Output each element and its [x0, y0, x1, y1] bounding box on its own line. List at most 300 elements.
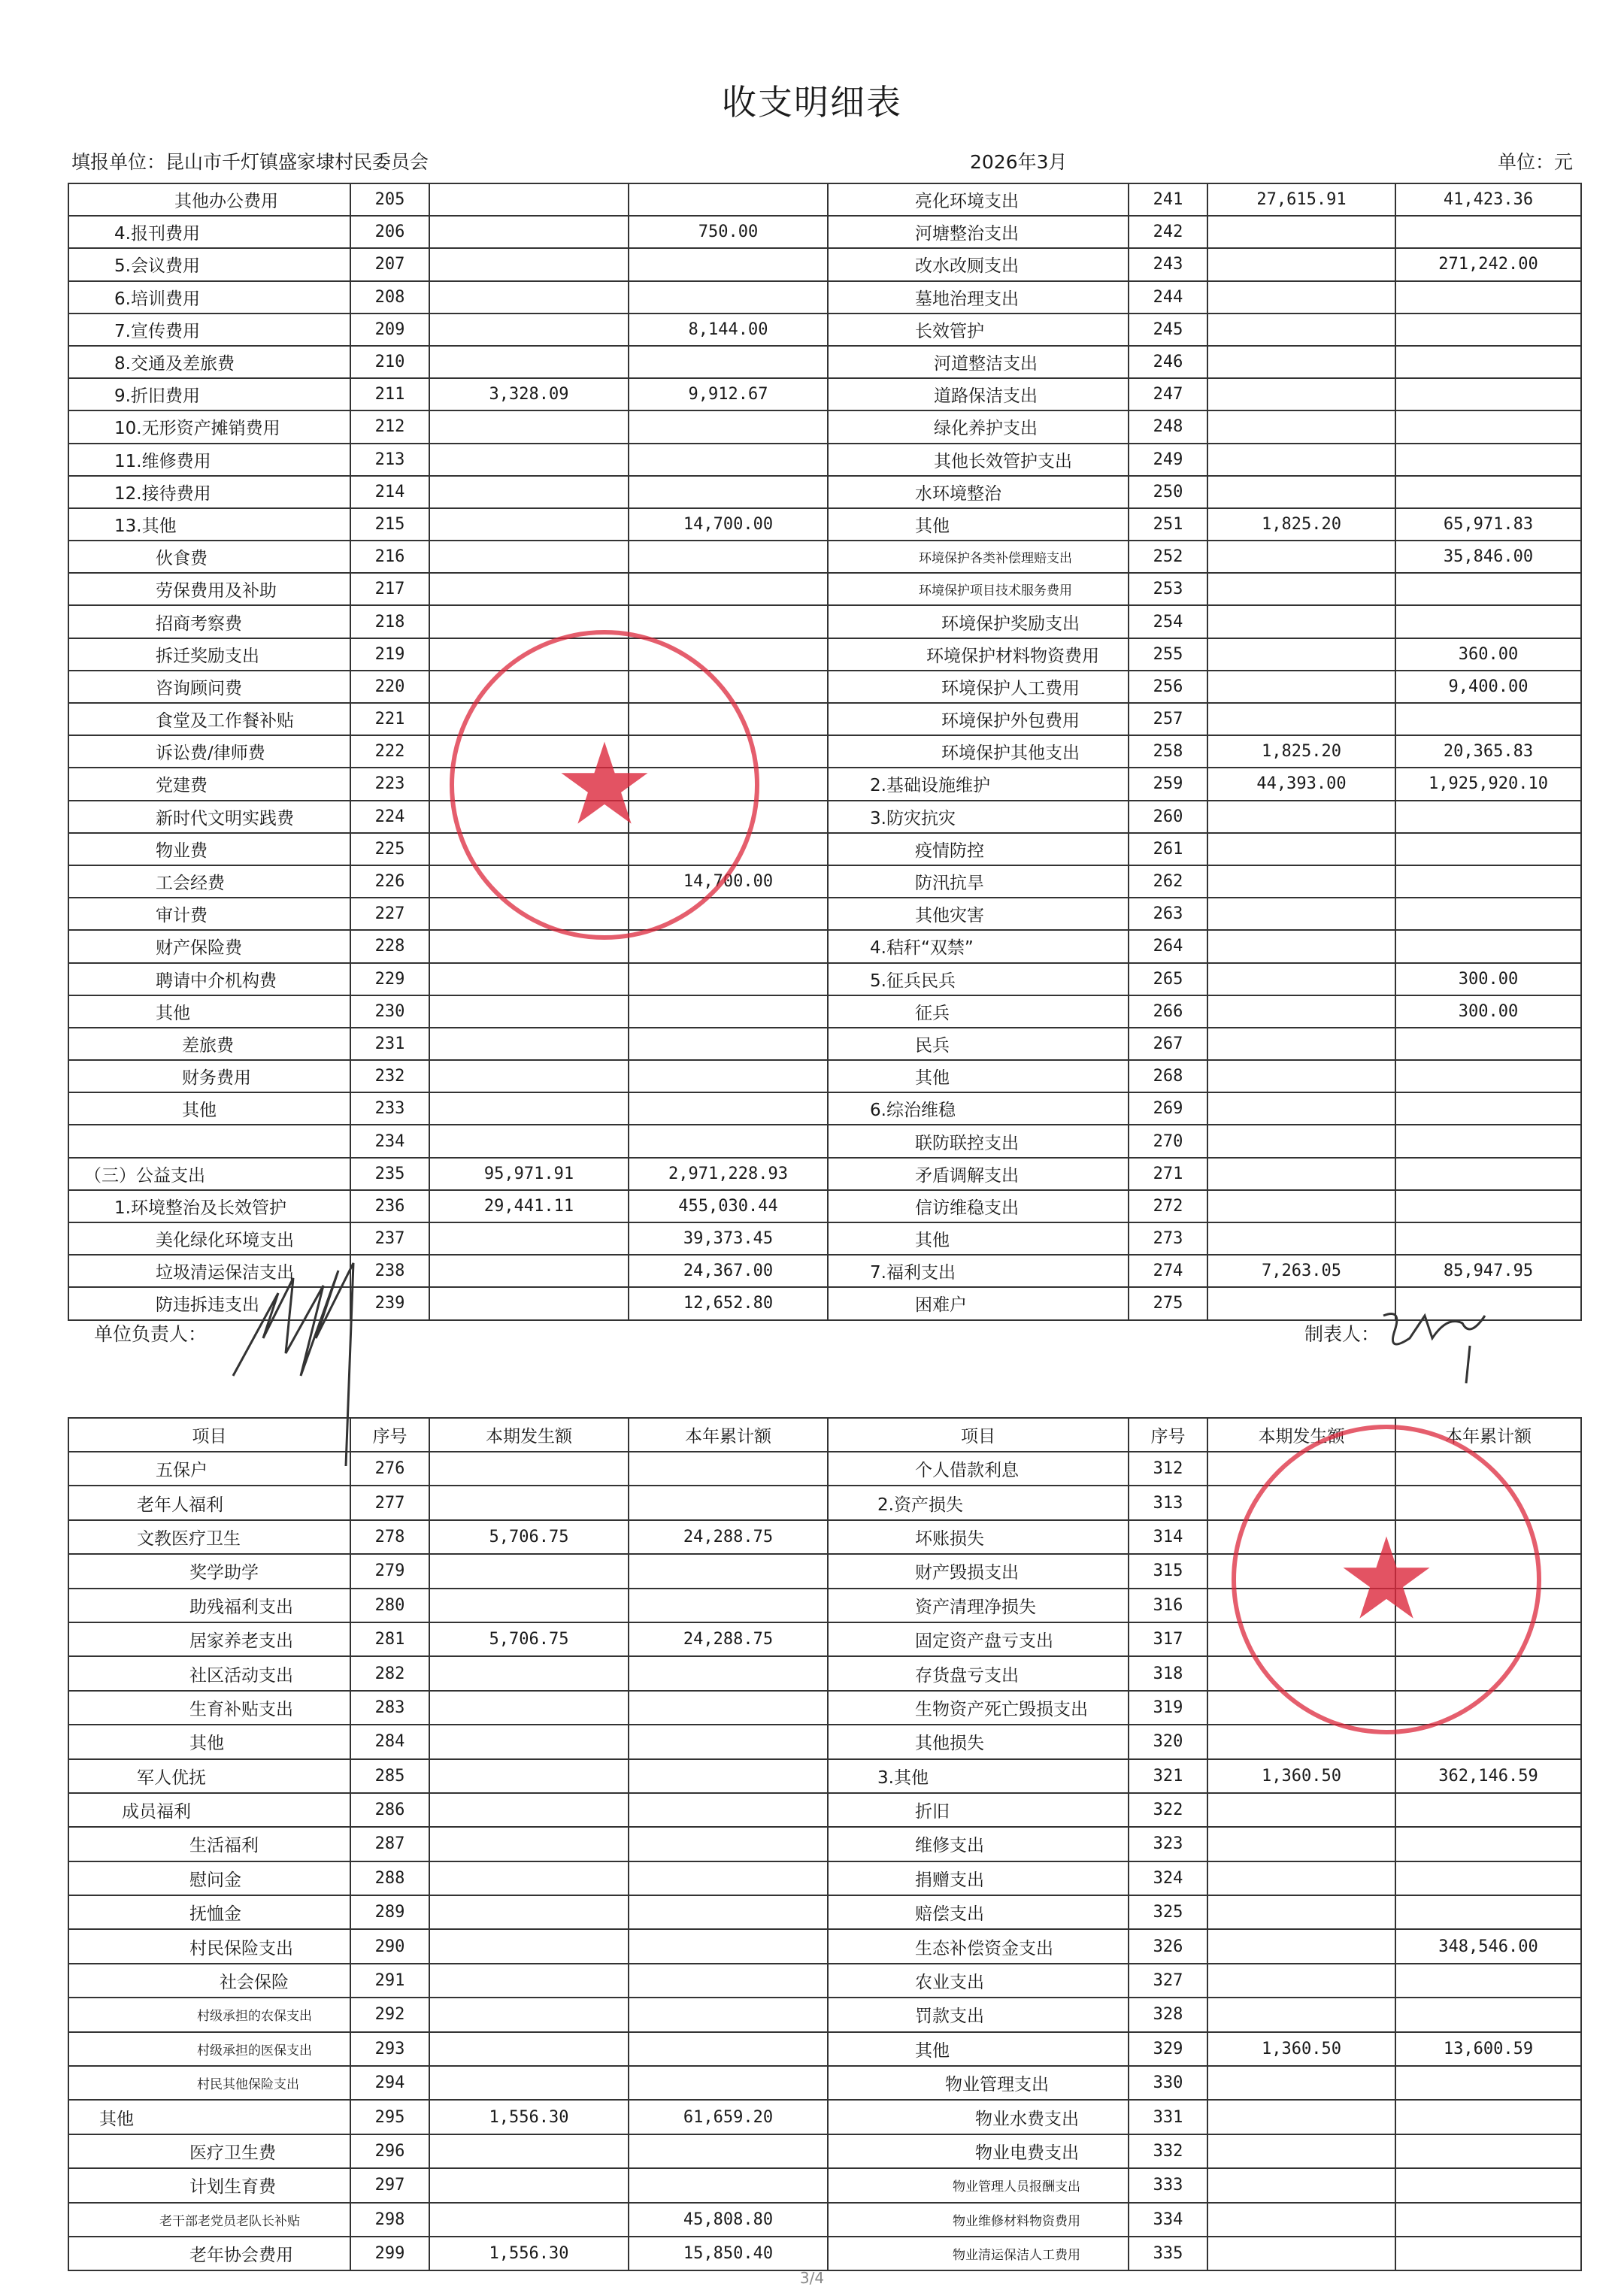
- current-amount: 5,706.75: [429, 1520, 629, 1554]
- item-name: 物业清运保洁人工费用: [828, 2237, 1129, 2270]
- item-name: 生物资产死亡毁损支出: [828, 1691, 1129, 1725]
- item-name: 其他: [828, 508, 1129, 541]
- current-amount: [429, 281, 629, 314]
- star-icon: ★: [553, 719, 656, 850]
- current-amount: [1207, 1158, 1395, 1190]
- page-number: 3/4: [799, 2269, 825, 2287]
- item-name: 6.综治维稳: [828, 1092, 1129, 1125]
- item-name: 成员福利: [68, 1793, 350, 1827]
- ytd-amount: [1395, 1158, 1581, 1190]
- seq-no: 333: [1129, 2168, 1207, 2202]
- ytd-amount: 14,700.00: [629, 865, 828, 898]
- current-amount: [1207, 281, 1395, 314]
- seq-no: 247: [1129, 378, 1207, 410]
- seq-no: 223: [350, 768, 429, 800]
- table-row: [68, 248, 1581, 280]
- preparer-signature: [1380, 1301, 1500, 1391]
- seq-no: 257: [1129, 703, 1207, 735]
- ytd-amount: [629, 346, 828, 378]
- ytd-amount: [629, 1554, 828, 1588]
- column-header: 本期发生额: [1207, 1418, 1395, 1452]
- seq-no: 245: [1129, 314, 1207, 346]
- ytd-amount: 9,400.00: [1395, 671, 1581, 703]
- item-name: 其他: [68, 1725, 350, 1758]
- seq-no: 292: [350, 1998, 429, 2031]
- current-amount: [429, 1998, 629, 2031]
- item-name: 矛盾调解支出: [828, 1158, 1129, 1190]
- item-name: 固定资产盘亏支出: [828, 1622, 1129, 1656]
- seq-no: 325: [1129, 1895, 1207, 1929]
- item-name: 6.培训费用: [68, 281, 350, 314]
- ytd-amount: [1395, 1998, 1581, 2031]
- seq-no: 256: [1129, 671, 1207, 703]
- ytd-amount: [1395, 1827, 1581, 1861]
- item-name: 助残福利支出: [68, 1589, 350, 1622]
- ytd-amount: [629, 1486, 828, 1519]
- seq-no: 297: [350, 2168, 429, 2202]
- ytd-amount: [629, 2032, 828, 2066]
- current-amount: [1207, 995, 1395, 1028]
- current-amount: [1207, 865, 1395, 898]
- item-name: 物业水费支出: [828, 2100, 1129, 2134]
- item-name: 防违拆违支出: [68, 1287, 350, 1319]
- item-name: 文教医疗卫生: [68, 1520, 350, 1554]
- current-amount: [429, 1656, 629, 1690]
- current-amount: [1207, 1827, 1395, 1861]
- column-header: 本年累计额: [1395, 1418, 1581, 1452]
- seq-no: 299: [350, 2237, 429, 2270]
- table-row: [68, 1895, 1581, 1929]
- current-amount: 5,706.75: [429, 1622, 629, 1656]
- ytd-amount: [1395, 1190, 1581, 1222]
- ytd-amount: 9,912.67: [629, 378, 828, 410]
- current-amount: [429, 1589, 629, 1622]
- item-name: 环境保护项目技术服务费用: [828, 573, 1129, 605]
- seq-no: 242: [1129, 216, 1207, 248]
- seq-no: 249: [1129, 444, 1207, 476]
- seq-no: 271: [1129, 1158, 1207, 1190]
- item-name: 抚恤金: [68, 1895, 350, 1929]
- current-amount: [429, 573, 629, 605]
- current-amount: [429, 1222, 629, 1255]
- ytd-amount: 750.00: [629, 216, 828, 248]
- item-name: 社会保险: [68, 1964, 350, 1998]
- seq-no: 270: [1129, 1125, 1207, 1157]
- current-amount: [1207, 1190, 1395, 1222]
- ytd-amount: [629, 183, 828, 216]
- item-name: 11.维修费用: [68, 444, 350, 476]
- table-row: [68, 2066, 1581, 2100]
- ytd-amount: 24,288.75: [629, 1622, 828, 1656]
- table-row: [68, 898, 1581, 930]
- item-name: 困难户: [828, 1287, 1129, 1319]
- current-amount: [1207, 1929, 1395, 1963]
- seq-no: 236: [350, 1190, 429, 1222]
- ytd-amount: [629, 1759, 828, 1793]
- ytd-amount: [629, 573, 828, 605]
- current-amount: [429, 183, 629, 216]
- table-row: [68, 930, 1581, 962]
- seq-no: 221: [350, 703, 429, 735]
- seq-no: 263: [1129, 898, 1207, 930]
- table-row: [68, 1190, 1581, 1222]
- item-name: 罚款支出: [828, 1998, 1129, 2031]
- seq-no: 252: [1129, 541, 1207, 573]
- item-name: 其他灾害: [828, 898, 1129, 930]
- item-name: 防汛抗旱: [828, 865, 1129, 898]
- current-amount: 7,263.05: [1207, 1255, 1395, 1287]
- ytd-amount: 348,546.00: [1395, 1929, 1581, 1963]
- current-amount: [429, 1255, 629, 1287]
- ytd-amount: [1395, 1092, 1581, 1125]
- ytd-amount: [1395, 801, 1581, 833]
- ytd-amount: [629, 963, 828, 995]
- table-row: [68, 1929, 1581, 1963]
- seq-no: 262: [1129, 865, 1207, 898]
- item-name: 财产毁损支出: [828, 1554, 1129, 1588]
- seq-no: 259: [1129, 768, 1207, 800]
- table-row: [68, 410, 1581, 443]
- seq-no: 323: [1129, 1827, 1207, 1861]
- current-amount: [1207, 638, 1395, 671]
- seq-no: 296: [350, 2134, 429, 2168]
- item-name: 生育补贴支出: [68, 1691, 350, 1725]
- seq-no: 251: [1129, 508, 1207, 541]
- table-row: [68, 1092, 1581, 1125]
- item-name: 8.交通及差旅费: [68, 346, 350, 378]
- seq-no: 312: [1129, 1452, 1207, 1486]
- current-amount: [429, 1028, 629, 1060]
- ytd-amount: [1395, 1861, 1581, 1895]
- current-amount: [429, 508, 629, 541]
- item-name: 7.宣传费用: [68, 314, 350, 346]
- item-name: 五保户: [68, 1452, 350, 1486]
- seq-no: 275: [1129, 1287, 1207, 1319]
- current-amount: [429, 2134, 629, 2168]
- ytd-amount: [1395, 605, 1581, 638]
- item-name: 物业维修材料物资费用: [828, 2203, 1129, 2237]
- current-amount: [1207, 1895, 1395, 1929]
- current-amount: [429, 346, 629, 378]
- seq-no: 214: [350, 476, 429, 508]
- current-amount: [429, 1125, 629, 1157]
- ytd-amount: [629, 444, 828, 476]
- ytd-amount: [1395, 1964, 1581, 1998]
- item-name: 村级承担的医保支出: [68, 2032, 350, 2066]
- table-row: [68, 2032, 1581, 2066]
- item-name: 物业管理支出: [828, 2066, 1129, 2100]
- ytd-amount: 12,652.80: [629, 1287, 828, 1319]
- seq-no: 276: [350, 1452, 429, 1486]
- item-name: 个人借款利息: [828, 1452, 1129, 1486]
- item-name: 招商考察费: [68, 605, 350, 638]
- seq-no: 294: [350, 2066, 429, 2100]
- item-name: 财务费用: [68, 1060, 350, 1092]
- ytd-amount: 65,971.83: [1395, 508, 1581, 541]
- ytd-amount: [629, 1725, 828, 1758]
- table-row: [68, 801, 1581, 833]
- seq-no: 260: [1129, 801, 1207, 833]
- item-name: 财产保险费: [68, 930, 350, 962]
- seq-no: 285: [350, 1759, 429, 1793]
- table-row: [68, 735, 1581, 768]
- ytd-amount: [629, 1998, 828, 2031]
- seq-no: 330: [1129, 2066, 1207, 2100]
- ytd-amount: [629, 248, 828, 280]
- ytd-amount: [1395, 346, 1581, 378]
- ytd-amount: 20,365.83: [1395, 735, 1581, 768]
- current-amount: [1207, 930, 1395, 962]
- item-name: 水环境整治: [828, 476, 1129, 508]
- item-name: 7.福利支出: [828, 1255, 1129, 1287]
- item-name: 伙食费: [68, 541, 350, 573]
- ytd-amount: [1395, 930, 1581, 962]
- ytd-amount: [1395, 2203, 1581, 2237]
- item-name: 其他办公费用: [68, 183, 350, 216]
- seq-no: 315: [1129, 1554, 1207, 1588]
- ledger-table-1: [68, 183, 1582, 1321]
- current-amount: 27,615.91: [1207, 183, 1395, 216]
- ytd-amount: [629, 1861, 828, 1895]
- current-amount: [1207, 1287, 1395, 1319]
- item-name: 环境保护各类补偿理赔支出: [828, 541, 1129, 573]
- seq-no: 314: [1129, 1520, 1207, 1554]
- item-name: 老干部老党员老队长补贴: [68, 2203, 350, 2237]
- current-amount: [1207, 605, 1395, 638]
- seq-no: 222: [350, 735, 429, 768]
- seq-no: 288: [350, 1861, 429, 1895]
- seq-no: 253: [1129, 573, 1207, 605]
- item-name: 劳保费用及补助: [68, 573, 350, 605]
- item-name: 物业费: [68, 833, 350, 865]
- ytd-amount: 300.00: [1395, 963, 1581, 995]
- table-row: [68, 1964, 1581, 1998]
- current-amount: [1207, 703, 1395, 735]
- item-name: 其他长效管护支出: [828, 444, 1129, 476]
- seq-no: 261: [1129, 833, 1207, 865]
- seq-no: 331: [1129, 2100, 1207, 2134]
- seq-no: 238: [350, 1255, 429, 1287]
- seq-no: 282: [350, 1656, 429, 1690]
- seq-no: 293: [350, 2032, 429, 2066]
- star-icon: ★: [1335, 1514, 1438, 1645]
- current-amount: [429, 1793, 629, 1827]
- seq-no: 335: [1129, 2237, 1207, 2270]
- current-amount: [429, 1060, 629, 1092]
- current-amount: [1207, 1222, 1395, 1255]
- ytd-amount: [1395, 573, 1581, 605]
- ytd-amount: [1395, 216, 1581, 248]
- ytd-amount: 8,144.00: [629, 314, 828, 346]
- seq-no: 267: [1129, 1028, 1207, 1060]
- current-amount: 1,556.30: [429, 2100, 629, 2134]
- table-row: [68, 1028, 1581, 1060]
- seq-no: 248: [1129, 410, 1207, 443]
- seq-no: 295: [350, 2100, 429, 2134]
- item-name: 工会经费: [68, 865, 350, 898]
- item-name: 咨询顾问费: [68, 671, 350, 703]
- ytd-amount: [1395, 476, 1581, 508]
- item-name: 联防联控支出: [828, 1125, 1129, 1157]
- ytd-amount: [629, 995, 828, 1028]
- ytd-amount: [629, 1895, 828, 1929]
- current-amount: [429, 1929, 629, 1963]
- table-row: [68, 2237, 1581, 2270]
- current-amount: [1207, 346, 1395, 378]
- item-name: 4.报刊费用: [68, 216, 350, 248]
- seq-no: 268: [1129, 1060, 1207, 1092]
- current-amount: [1207, 476, 1395, 508]
- seq-no: 281: [350, 1622, 429, 1656]
- table-row: [68, 573, 1581, 605]
- page-title: 收支明细表: [722, 82, 902, 123]
- current-amount: [429, 1452, 629, 1486]
- table-row: [68, 605, 1581, 638]
- seq-no: 277: [350, 1486, 429, 1519]
- ytd-amount: [629, 2168, 828, 2202]
- seq-no: 243: [1129, 248, 1207, 280]
- current-amount: [429, 1964, 629, 1998]
- table-row: [68, 281, 1581, 314]
- item-name: 聘请中介机构费: [68, 963, 350, 995]
- ytd-amount: 14,700.00: [629, 508, 828, 541]
- seq-no: 286: [350, 1793, 429, 1827]
- item-name: 环境保护其他支出: [828, 735, 1129, 768]
- seq-no: 284: [350, 1725, 429, 1758]
- ytd-amount: [629, 2066, 828, 2100]
- seq-no: 279: [350, 1554, 429, 1588]
- ytd-amount: [629, 1589, 828, 1622]
- supervision-committee-seal: [1232, 1425, 1541, 1734]
- current-amount: [429, 1895, 629, 1929]
- current-amount: [1207, 410, 1395, 443]
- seq-no: 250: [1129, 476, 1207, 508]
- ytd-amount: [1395, 833, 1581, 865]
- current-amount: 1,360.50: [1207, 1759, 1395, 1793]
- current-amount: [1207, 378, 1395, 410]
- seq-no: 334: [1129, 2203, 1207, 2237]
- table-row: [68, 476, 1581, 508]
- preparer-signature-label: 制表人：: [1304, 1323, 1380, 1345]
- item-name: 老年协会费用: [68, 2237, 350, 2270]
- report-period: 2026年3月: [970, 151, 1068, 173]
- ytd-amount: 85,947.95: [1395, 1255, 1581, 1287]
- current-amount: [429, 216, 629, 248]
- table-row: [68, 378, 1581, 410]
- ytd-amount: [629, 1028, 828, 1060]
- column-header: 项目: [828, 1418, 1129, 1452]
- table-row: [68, 216, 1581, 248]
- current-amount: 44,393.00: [1207, 768, 1395, 800]
- ytd-amount: [629, 1964, 828, 1998]
- table-row: [68, 671, 1581, 703]
- item-name: 其他: [828, 1222, 1129, 1255]
- seq-no: 255: [1129, 638, 1207, 671]
- item-name: 河塘整治支出: [828, 216, 1129, 248]
- seq-no: 225: [350, 833, 429, 865]
- ytd-amount: [1395, 1028, 1581, 1060]
- current-amount: [1207, 898, 1395, 930]
- leader-signature-label: 单位负责人：: [94, 1323, 208, 1345]
- seq-no: 211: [350, 378, 429, 410]
- item-name: 民兵: [828, 1028, 1129, 1060]
- seq-no: 273: [1129, 1222, 1207, 1255]
- current-amount: [1207, 573, 1395, 605]
- item-name: 生态补偿资金支出: [828, 1929, 1129, 1963]
- item-name: 2.基础设施维护: [828, 768, 1129, 800]
- column-header: 项目: [68, 1418, 350, 1452]
- item-name: 1.环境整治及长效管护: [68, 1190, 350, 1222]
- seq-no: 244: [1129, 281, 1207, 314]
- item-name: 新时代文明实践费: [68, 801, 350, 833]
- ytd-amount: 45,808.80: [629, 2203, 828, 2237]
- current-amount: [1207, 216, 1395, 248]
- ytd-amount: [629, 1092, 828, 1125]
- ytd-amount: 271,242.00: [1395, 248, 1581, 280]
- seq-no: 217: [350, 573, 429, 605]
- seq-no: 224: [350, 801, 429, 833]
- current-amount: [429, 1827, 629, 1861]
- current-amount: [429, 1691, 629, 1725]
- seq-no: 230: [350, 995, 429, 1028]
- item-name: 资产清理净损失: [828, 1589, 1129, 1622]
- table-row: [68, 768, 1581, 800]
- table-row: [68, 1861, 1581, 1895]
- seq-no: 278: [350, 1520, 429, 1554]
- table-row: [68, 703, 1581, 735]
- item-name: 环境保护外包费用: [828, 703, 1129, 735]
- item-name: 审计费: [68, 898, 350, 930]
- ytd-amount: 300.00: [1395, 995, 1581, 1028]
- current-amount: [1207, 1092, 1395, 1125]
- table-row: [68, 1998, 1581, 2031]
- item-name: 亮化环境支出: [828, 183, 1129, 216]
- table-row: [68, 638, 1581, 671]
- current-amount: [429, 1759, 629, 1793]
- seq-no: 212: [350, 410, 429, 443]
- current-amount: [429, 2168, 629, 2202]
- current-amount: [1207, 444, 1395, 476]
- ytd-amount: [629, 281, 828, 314]
- item-name: 慰问金: [68, 1861, 350, 1895]
- seq-no: 291: [350, 1964, 429, 1998]
- ytd-amount: 360.00: [1395, 638, 1581, 671]
- current-amount: [429, 476, 629, 508]
- item-name: 村级承担的农保支出: [68, 1998, 350, 2031]
- table-row: [68, 2203, 1581, 2237]
- item-name: 3.防灾抗灾: [828, 801, 1129, 833]
- item-name: 其他: [68, 995, 350, 1028]
- current-amount: [429, 2032, 629, 2066]
- current-amount: [429, 541, 629, 573]
- seq-no: 326: [1129, 1929, 1207, 1963]
- ytd-amount: 2,971,228.93: [629, 1158, 828, 1190]
- column-header: 序号: [350, 1418, 429, 1452]
- current-amount: [1207, 1861, 1395, 1895]
- item-name: 捐赠支出: [828, 1861, 1129, 1895]
- seq-no: 226: [350, 865, 429, 898]
- ytd-amount: [1395, 703, 1581, 735]
- ytd-amount: 1,925,920.10: [1395, 768, 1581, 800]
- table-row: [68, 183, 1581, 216]
- currency-unit: 单位：元: [1497, 151, 1573, 173]
- item-name: 环境保护材料物资费用: [828, 638, 1129, 671]
- ytd-amount: 24,288.75: [629, 1520, 828, 1554]
- ytd-amount: [629, 1452, 828, 1486]
- item-name: 老年人福利: [68, 1486, 350, 1519]
- seq-no: 272: [1129, 1190, 1207, 1222]
- current-amount: [429, 1725, 629, 1758]
